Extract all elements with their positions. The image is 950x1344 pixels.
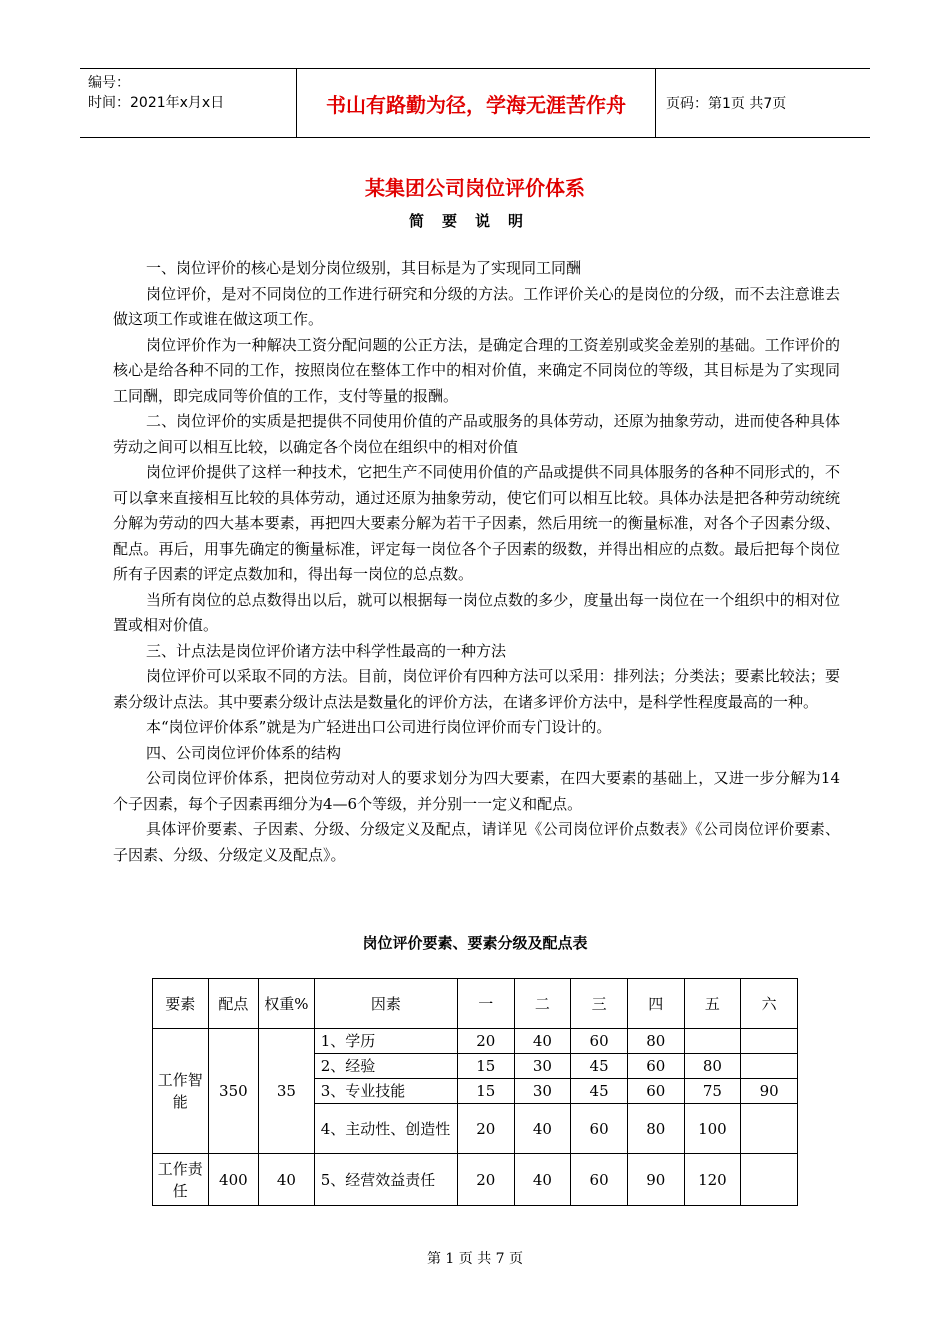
level-cell: 100 bbox=[684, 1104, 741, 1154]
level-cell: 15 bbox=[457, 1079, 514, 1104]
level-cell: 45 bbox=[571, 1079, 628, 1104]
level-cell: 60 bbox=[627, 1054, 684, 1079]
table-title: 岗位评价要素、要素分级及配点表 bbox=[362, 934, 588, 952]
level-cell: 80 bbox=[684, 1054, 741, 1079]
level-cell: 30 bbox=[514, 1079, 571, 1104]
date-label: 时间：2021年x月x日 bbox=[88, 95, 225, 111]
header-cell: 配点 bbox=[208, 979, 258, 1029]
header-cell: 要素 bbox=[153, 979, 209, 1029]
paragraph: 本“岗位评价体系”就是为广轻进出口公司进行岗位评价而专门设计的。 bbox=[146, 718, 612, 736]
level-cell bbox=[741, 1054, 798, 1079]
header-motto: 书山有路勤为径，学海无涯苦作舟 bbox=[297, 69, 656, 137]
paragraph: 岗位评价，是对不同岗位的工作进行研究和分级的方法。工作评价关心的是岗位的分级，而不去注意谁去做这项工作或谁在做这项工作。 bbox=[113, 284, 840, 328]
document-subtitle: 简要说明 bbox=[408, 212, 541, 230]
level-cell: 15 bbox=[457, 1054, 514, 1079]
weight-cell: 40 bbox=[259, 1154, 315, 1206]
paragraph: 具体评价要素、子因素、分级、分级定义及配点，请详见《公司岗位评价点数表》《公司岗位评价要素、子因素、分级、分级定义及配点》。 bbox=[113, 820, 840, 864]
factor-cell: 3、专业技能 bbox=[314, 1079, 457, 1104]
paragraph: 四、公司岗位评价体系的结构 bbox=[146, 743, 342, 762]
document-title: 某集团公司岗位评价体系 bbox=[365, 176, 585, 200]
element-cell: 工作智能 bbox=[153, 1029, 209, 1154]
level-cell bbox=[741, 1104, 798, 1154]
scoring-table bbox=[152, 978, 798, 1206]
paragraph: 公司岗位评价体系，把岗位劳动对人的要求划分为四大要素，在四大要素的基础上，又进一步分解为14个子因素，每个子因素再细分为4—6个等级，并分别一一定义和配点。 bbox=[113, 769, 840, 813]
weight-cell: 35 bbox=[259, 1029, 315, 1154]
element-cell: 工作责任 bbox=[153, 1154, 209, 1206]
level-cell: 90 bbox=[627, 1154, 684, 1206]
level-cell: 60 bbox=[571, 1104, 628, 1154]
table-row bbox=[153, 1154, 798, 1206]
factor-cell: 1、学历 bbox=[314, 1029, 457, 1054]
level-cell: 60 bbox=[571, 1029, 628, 1054]
header-meta bbox=[80, 69, 297, 137]
level-cell bbox=[741, 1029, 798, 1054]
paragraph: 岗位评价提供了这样一种技术，它把生产不同使用价值的产品或提供不同具体服务的各种不同形式的，不可以拿来直接相互比较的具体劳动，通过还原为抽象劳动，使它们可以相互比较。具体办法是把各种劳动统统分解为劳动的四大基本要素，再把四大要素分解为若干子因素，然后用统一的衡量标准，对各个子因素分级、配点。再后，用事先确定的衡量标准，评定每一岗位各个子因素的级数，并得出相应的点数。最后把每个岗位所有子因素的评定点数加和，得出每一岗位的总点数。 bbox=[113, 463, 840, 583]
level-cell bbox=[684, 1029, 741, 1054]
table-header-row bbox=[153, 979, 798, 1029]
level-cell: 20 bbox=[457, 1104, 514, 1154]
header-cell: 因素 bbox=[314, 979, 457, 1029]
level-cell: 60 bbox=[571, 1154, 628, 1206]
paragraph: 二、岗位评价的实质是把提供不同使用价值的产品或服务的具体劳动，还原为抽象劳动，进而使各种具体劳动之间可以相互比较，以确定各个岗位在组织中的相对价值 bbox=[113, 412, 840, 456]
points-cell: 350 bbox=[208, 1029, 258, 1154]
factor-cell: 4、主动性、创造性 bbox=[314, 1104, 457, 1154]
level-cell: 30 bbox=[514, 1054, 571, 1079]
level-cell: 60 bbox=[627, 1079, 684, 1104]
level-cell: 75 bbox=[684, 1079, 741, 1104]
serial-label: 编号： bbox=[88, 75, 130, 91]
paragraph: 当所有岗位的总点数得出以后，就可以根据每一岗位点数的多少，度量出每一岗位在一个组织中的相对位置或相对价值。 bbox=[113, 590, 840, 634]
factor-cell: 5、经营效益责任 bbox=[314, 1154, 457, 1206]
paragraph: 一、岗位评价的核心是划分岗位级别，其目标是为了实现同工同酬 bbox=[146, 259, 582, 277]
level-cell: 20 bbox=[457, 1029, 514, 1054]
document-body bbox=[113, 256, 840, 868]
level-cell: 90 bbox=[741, 1079, 798, 1104]
level-cell: 80 bbox=[627, 1104, 684, 1154]
level-cell: 40 bbox=[514, 1029, 571, 1054]
level-cell: 80 bbox=[627, 1029, 684, 1054]
header-cell: 权重% bbox=[259, 979, 315, 1029]
paragraph: 三、计点法是岗位评价诸方法中科学性最高的一种方法 bbox=[146, 641, 507, 660]
page-footer: 第 1 页 共 7 页 bbox=[426, 1251, 524, 1267]
paragraph: 岗位评价作为一种解决工资分配问题的公正方法，是确定合理的工资差别或奖金差别的基础。工作评价的核心是给各种不同的工作，按照岗位在整体工作中的相对价值，来确定不同岗位的等级，其目标是为了实现同工同酬，即完成同等价值的工作，支付等量的报酬。 bbox=[113, 335, 840, 405]
paragraph: 岗位评价可以采取不同的方法。目前，岗位评价有四种方法可以采用：排列法；分类法；要素比较法；要素分级计点法。其中要素分级计点法是数量化的评价方法，在诸多评价方法中，是科学性程度最高的一种。 bbox=[113, 667, 840, 711]
level-cell: 120 bbox=[684, 1154, 741, 1206]
level-cell: 20 bbox=[457, 1154, 514, 1206]
page-header bbox=[80, 68, 870, 138]
level-cell: 45 bbox=[571, 1054, 628, 1079]
level-cell bbox=[741, 1154, 798, 1206]
header-page-label: 页码：第1页 共7页 bbox=[666, 96, 787, 112]
header-cell: 五 bbox=[684, 979, 741, 1029]
factor-cell: 2、经验 bbox=[314, 1054, 457, 1079]
table-row bbox=[153, 1029, 798, 1054]
level-cell: 40 bbox=[514, 1104, 571, 1154]
header-cell: 四 bbox=[627, 979, 684, 1029]
level-cell: 40 bbox=[514, 1154, 571, 1206]
header-cell: 三 bbox=[571, 979, 628, 1029]
header-cell: 一 bbox=[457, 979, 514, 1029]
header-cell: 二 bbox=[514, 979, 571, 1029]
header-cell: 六 bbox=[741, 979, 798, 1029]
points-cell: 400 bbox=[208, 1154, 258, 1206]
